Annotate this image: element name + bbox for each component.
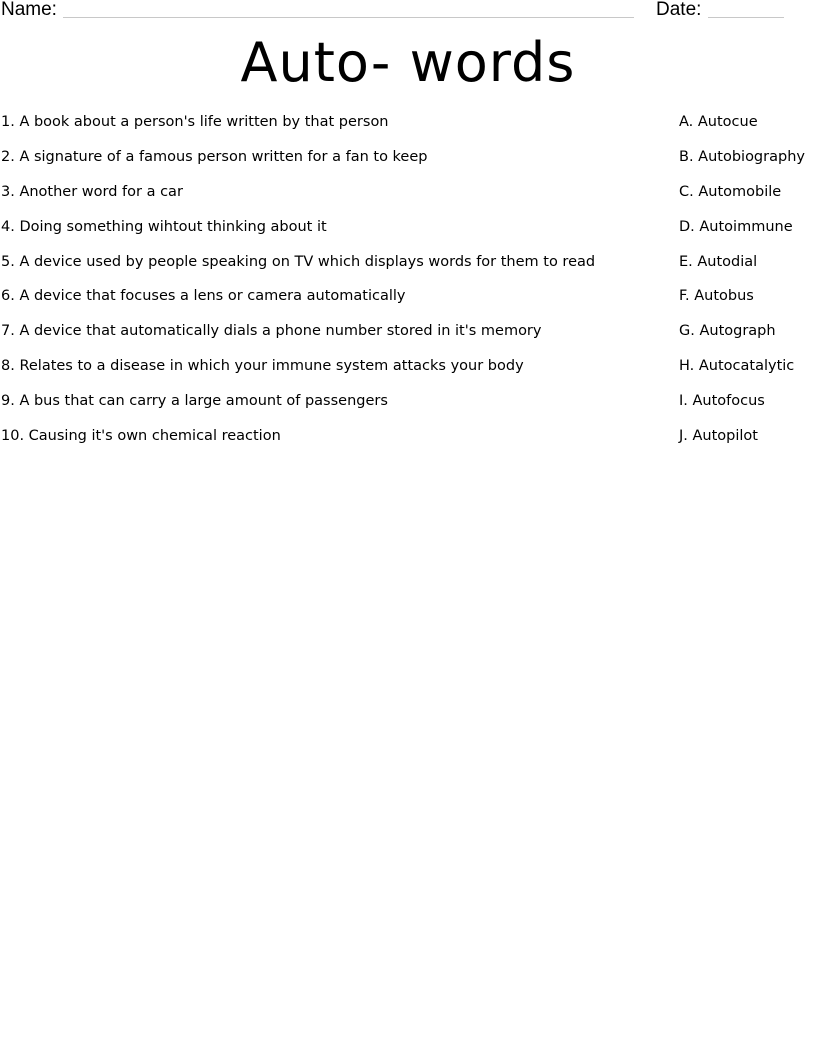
question-item: 6. A device that focuses a lens or camera automatically: [1, 288, 406, 305]
question-item: 1. A book about a person's life written by that person: [1, 114, 389, 130]
date-blank-line: [708, 17, 784, 18]
answer-list: [679, 111, 816, 460]
question-item: 8. Relates to a disease in which your immune system attacks your body: [1, 358, 524, 375]
answer-item: C. Automobile: [679, 183, 782, 200]
answer-item: G. Autograph: [679, 323, 776, 340]
page-title: Auto- words: [240, 31, 576, 94]
question-item: 3. Another word for a car: [1, 183, 183, 200]
question-list: [1, 111, 661, 460]
question-item: 4. Doing something wihtout thinking about it: [1, 218, 327, 235]
answer-item: H. Autocatalytic: [679, 358, 795, 375]
answer-item: A. Autocue: [679, 114, 758, 130]
answer-item: J. Autopilot: [679, 428, 758, 445]
date-label: Date:: [656, 0, 702, 20]
answer-item: I. Autofocus: [679, 393, 765, 410]
name-label: Name:: [1, 0, 57, 20]
question-item: 7. A device that automatically dials a phone number stored in it's memory: [1, 323, 542, 340]
name-blank-line: [63, 17, 634, 18]
answer-item: E. Autodial: [679, 253, 758, 270]
answer-item: B. Autobiography: [679, 148, 805, 165]
question-item: 5. A device used by people speaking on TV which displays words for them to read: [1, 253, 596, 270]
question-item: 2. A signature of a famous person written for a fan to keep: [1, 148, 428, 165]
worksheet-header: [0, 0, 816, 24]
question-item: 10. Causing it's own chemical reaction: [1, 428, 281, 445]
answer-item: D. Autoimmune: [679, 218, 793, 235]
question-item: 9. A bus that can carry a large amount of passengers: [1, 393, 388, 410]
answer-item: F. Autobus: [679, 288, 754, 305]
